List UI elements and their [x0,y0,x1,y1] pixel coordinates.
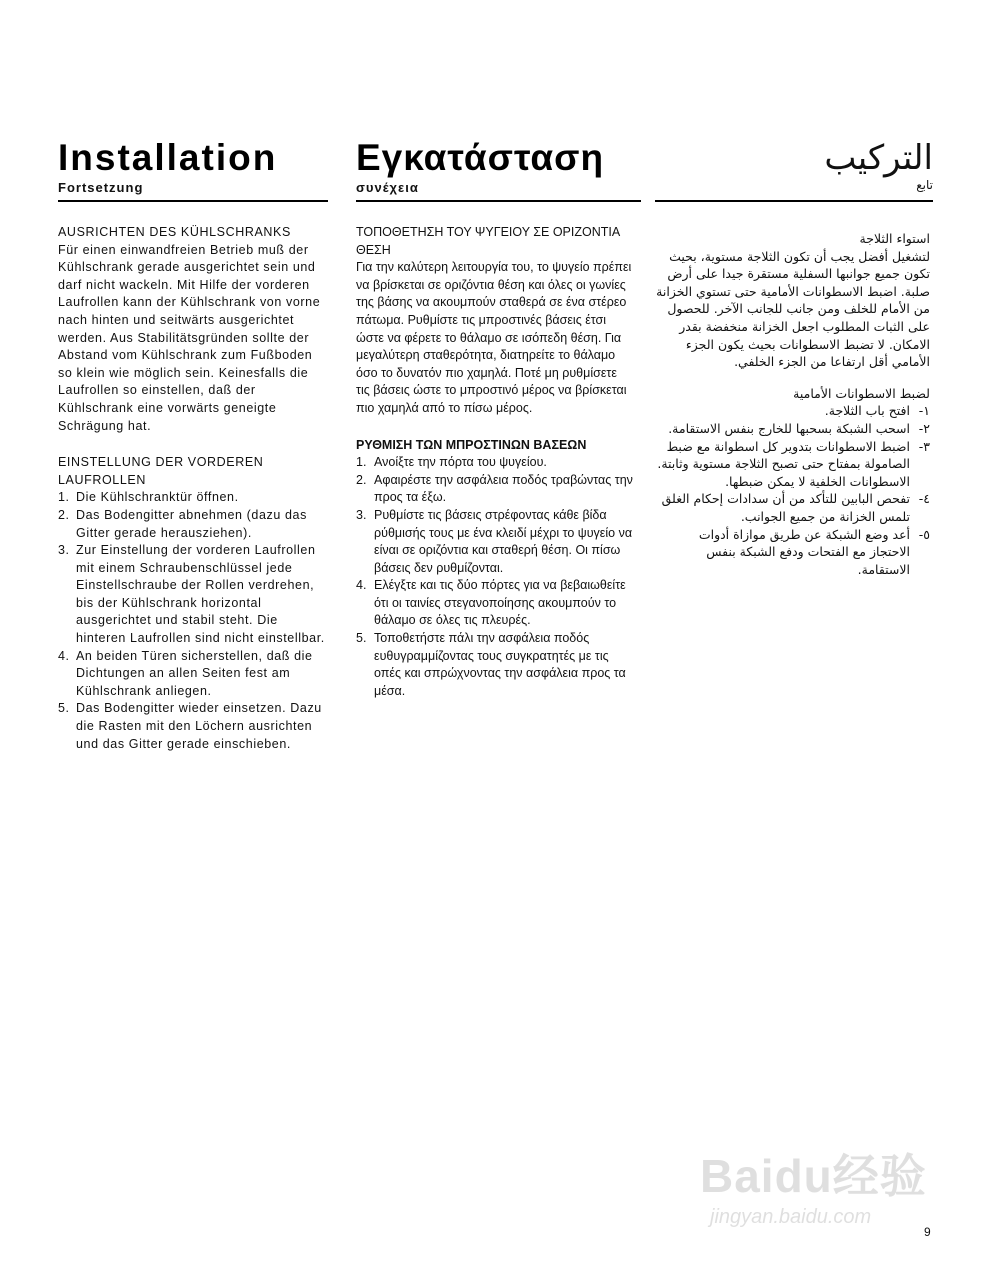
watermark [700,1140,940,1240]
list-item: 3. Zur Einstellung der vorderen Laufrollen mit einem Schraubenschlüssel jede Einstellschraube der Rollen verdrehen, bis der Kühlschrank horizontal ausgerichtet und stabil steht. Die hinteren Laufrollen sind nicht einstellbar. [58,543,325,646]
watermark-url: jingyan.baidu.com [710,1206,872,1228]
steps-list [58,489,330,753]
list-item: ٣- اضبط الاسطوانات بتدوير كل اسطوانة مع ضبط الصامولة بمفتاح حتى تصبح الثلاجة مستوية وثابتة. الاسطوانات الخلفية لا يمكن ضبطها. [657,438,930,489]
german-content [58,224,330,753]
section-heading: ΤΟΠΟΘΕΤΗΣΗ ΤΟΥ ΨΥΓΕΙΟΥ ΣΕ ΟΡΙΖΟΝΤΙΑ ΘΕΣΗ [356,225,620,257]
page-number: 9 [924,1225,931,1239]
page-title-german: Installation [58,137,278,178]
steps-list [655,402,930,578]
list-item: ٢- اسحب الشبكة بسحبها للخارج بنفس الاستقامة. [668,420,930,436]
steps-list [356,454,634,700]
list-item: 2. Das Bodengitter abnehmen (dazu das Gitter gerade herausziehen). [58,507,307,540]
page-title-greek: Εγκατάσταση [356,137,605,178]
list-item: ١- افتح باب الثلاجة. [824,403,930,419]
title-rule-arabic [655,200,933,202]
subtitle-greek: συνέχεια [356,180,419,195]
section-heading: لضبط الاسطوانات الأمامية [793,385,930,401]
list-item: 4. An beiden Türen sicherstellen, daß die Dichtungen an allen Seiten fest am Kühlschrank anliegen. [58,648,313,698]
list-item: 1. Ανοίξτε την πόρτα του ψυγείου. [356,455,547,470]
list-item: ٥- أعد وضع الشبكة عن طريق موازاة أدوات الاحتجاز مع الفتحات ودفع الشبكة بنفس الاستقامة. [698,526,930,577]
subtitle-german: Fortsetzung [58,180,144,195]
list-item: 3. Ρυθμίστε τις βάσεις στρέφοντας κάθε βίδα ρύθμισής τους με ένα κλειδί μέχρι το ψυγείο να είναι σε οριζόντια και σταθερή θέση. Οι πίσω βάσεις δεν ρυθμίζονται. [356,507,633,575]
list-item: 5. Τοποθετήστε πάλι την ασφάλεια ποδός ευθυγραμμίζοντας τους συγκρατητές με τις οπές και σπρώχνοντας την ασφάλεια προς τα μέσα. [356,631,626,698]
list-item: 5. Das Bodengitter wieder einsetzen. Dazu die Rasten mit den Löchern ausrichten und das Gitter gerade einschieben. [58,701,322,751]
title-rule-german [58,200,328,202]
list-item: 1. Die Kühlschranktür öffnen. [58,490,239,505]
greek-content [356,224,634,700]
greek-column [356,138,641,195]
page-title-arabic: التركيب [824,138,933,178]
arabic-content [655,230,930,578]
arabic-column [655,138,933,192]
subtitle-arabic: تابع [916,178,933,192]
section-body: Για την καλύτερη λειτουργία του, το ψυγείο πρέπει να βρίσκεται σε οριζόντια θέση και όλες οι γωνίες της βάσης να ακουμπούν σταθερά σε ένα στέρεο πάτωμα. Ρυθμίστε τις μπροστινές βάσεις έτσι ώστε να φέρετε το θάλαμο σε ισόπεδη θέση. Για μεγαλύτερη σταθερότητα, διατηρείτε το θάλαμο όσο το δυνατόν πιο χαμηλά. Ποτέ μη ρυθμίσετε τις βάσεις ώστε το μπροστινό μέρος να βρίσκεται πιο χαμηλά από το πίσω μέρος. [356,260,632,415]
title-rule-greek [356,200,641,202]
section-body: لتشغيل أفضل يجب أن تكون الثلاجة مستوية، بحيث تكون جميع جوانبها السفلية مستقرة جيدا على أرض صلبة. اضبط الاسطوانات الأمامية حتى تستوي الخزانة من الأمام للخلف ومن جانب للجانب الآخر. للحصول على الثبات المطلوب اجعل الخزانة منخفضة بقدر الامكان. لا تضبط الاسطوانات بحيث يكون الجزء الأمامي أقل ارتفاعا من الجزء الخلفي. [656,248,930,370]
section-heading: ΡΥΘΜΙΣΗ ΤΩΝ ΜΠΡΟΣΤΙΝΩΝ ΒΑΣΕΩΝ [356,437,587,452]
list-item: ٤- تفحص البابين للتأكد من أن سدادات إحكام الغلق تلمس الخزانة من جميع الجوانب. [661,491,930,524]
section-body: Für einen einwandfreien Betrieb muß der Kühlschrank gerade ausgerichtet sein und darf nicht wackeln. Mit Hilfe der vorderen Laufrollen kann der Kühlschrank von vorne nach hinten und seitwärts ausgerichtet werden. Aus Stabilitätsgründen sollte der Abstand vom Kühlschrank zum Fußboden so klein wie möglich sein. Keinesfalls die Laufrollen so einstellen, daß der Kühlschrank eine vorwärts geneigte Schrägung hat. [58,242,321,433]
list-item: 4. Ελέγξτε και τις δύο πόρτες για να βεβαιωθείτε ότι οι ταινίες στεγανοποίησης ακουμπούν το θάλαμο σε όλες τις πλευρές. [356,578,626,628]
german-column [58,138,328,195]
watermark-logo: Baidu经验 [700,1150,927,1202]
section-heading: استواء الثلاجة [859,231,930,246]
list-item: 2. Αφαιρέστε την ασφάλεια ποδός τραβώντας την προς τα έξω. [356,472,633,505]
section-heading: AUSRICHTEN DES KÜHLSCHRANKS [58,225,291,239]
section-heading: EINSTELLUNG DER VORDEREN LAUFROLLEN [58,455,264,487]
